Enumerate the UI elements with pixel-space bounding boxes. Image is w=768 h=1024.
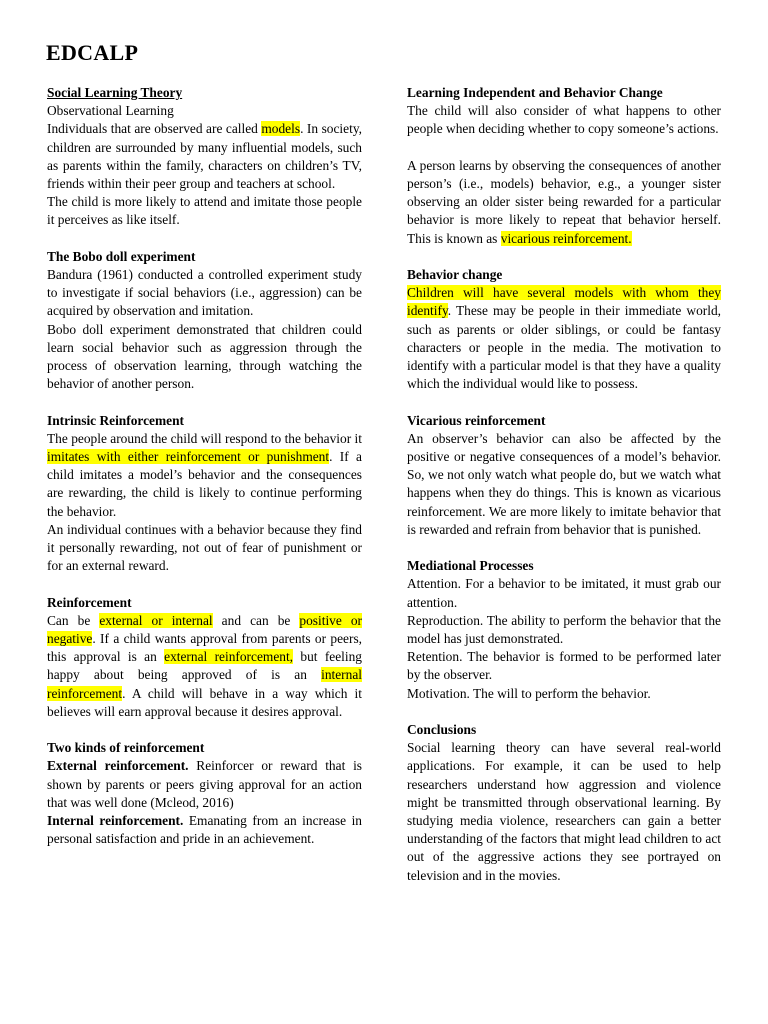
left-column [47,84,362,867]
text-run: . If a child imitates a model’s behavior and the consequences are rewarding, the child is likely to continue performing the behavior. [47,449,362,519]
highlighted-text: imitates with either reinforcement or punishment [47,449,330,465]
highlighted-text: vicarious reinforcement. [500,230,632,246]
paragraph [47,120,362,193]
section-heading: Behavior change [407,267,503,282]
text-run: Reinforcer or reward that is shown by parents or peers giving approval for an action that was well done (Mcleod, 2016) [47,758,363,810]
highlighted-text: positive or negative [47,612,363,647]
process-attention: Attention. For a behavior to be imitated, it must grab our attention. [407,576,721,610]
paragraph: An individual continues with a behavior because they find it personally rewarding, not out of fear of punishment or for an external reward. [47,521,362,574]
paragraph: The child is more likely to attend and imitate those people it perceives as like itself. [47,194,362,228]
section-mediational-processes [407,557,721,703]
right-column [407,84,721,903]
section-behavior-change [407,266,721,393]
paragraph [407,284,721,393]
text-run: Emanating from an increase in personal satisfaction and pride in an achievement. [47,813,362,847]
paragraph [47,812,362,848]
highlighted-text: external or internal [99,612,213,628]
document-title: EDCALP [46,40,139,65]
text-run: The people around the child will respond to the behavior it [47,430,362,446]
section-heading: Mediational Processes [407,558,534,574]
section-vicarious-reinforcement [407,412,721,539]
section-bobo-doll [47,248,362,394]
section-intrinsic-reinforcement [47,412,362,576]
section-heading: The Bobo doll experiment [47,248,196,264]
section-reinforcement [47,594,362,721]
section-heading: Reinforcement [47,594,132,610]
section-two-kinds [47,739,362,848]
text-run: Can be [47,612,100,628]
paragraph: Bandura (1961) conducted a controlled experiment study to investigate if social behaviors (i.e., aggression) can be acquired by observation and imitation. [47,267,362,319]
section-heading: Intrinsic Reinforcement [47,412,184,428]
process-motivation: Motivation. The will to perform the behavior. [407,685,651,701]
paragraph: Social learning theory can have several real-world applications. For example, it can be used to help researchers understand how aggression and violence might be transmitted through observational learning. By studying media violence, researchers can gain a better understanding of the factors that might lead children to act out of the aggressive actions they see portrayed on television and in the movies. [407,740,721,883]
section-conclusions [407,721,721,885]
paragraph: Bobo doll experiment demonstrated that children could learn social behavior such as aggression through the process of observation learning, through watching the behavior of another person. [47,321,362,392]
section-social-learning-theory [47,84,362,230]
paragraph [47,430,362,521]
text-run: but feeling happy about being approved of is an [47,649,362,683]
section-heading: Two kinds of reinforcement [47,740,205,756]
text-run: Individuals that are observed are called [47,121,262,137]
paragraph: An observer’s behavior can also be affected by the positive or negative consequences of a model’s behavior. So, we not only watch what people do, but we watch what happens when they do things. This is known as vicarious reinforcement. We are more likely to imitate behavior that is rewarded and refrain from behavior that is punished. [407,430,721,537]
text-run: . A child will behave in a way which it believes will earn approval because it desires approval. [47,685,362,719]
paragraph: The child will also consider of what happens to other people when deciding whether to copy someone’s actions. [407,103,721,137]
paragraph-gap [407,139,721,157]
process-reproduction: Reproduction. The ability to perform the behavior that the model has just demonstrated. [407,612,721,647]
paragraph [407,157,721,248]
text-run: . In society, children are surrounded by many influential models, such as parents within the family, characters on children’s TV, friends within their peer group and teachers at school. [47,121,362,192]
term-label: Internal reinforcement. [47,813,184,829]
section-heading: Conclusions [407,722,477,738]
text-run: and can be [212,612,300,628]
section-heading: Learning Independent and Behavior Change [407,85,663,100]
text-run: . These may be people in their immediate world, such as parents or older siblings, or could be fantasy characters or people in the media. The motivation to identify with a particular model is that they have a quality which the individual would like to possess. [407,303,721,392]
highlighted-text: internal reinforcement [47,667,362,701]
section-learning-independent [407,84,721,248]
process-retention: Retention. The behavior is formed to be performed later by the observer. [407,649,721,683]
term-label: External reinforcement. [47,758,189,774]
highlighted-text: external reinforcement, [164,649,294,665]
paragraph [47,757,362,812]
text-run: A person learns by observing the consequences of another person’s (i.e., models) behavior, e.g., a younger sister observing an older sister being rewarded for a particular behavior is more likely to repeat that behavior herself. This is known as [407,157,721,246]
highlighted-text: models [261,121,301,137]
section-heading: Social Learning Theory [47,85,183,100]
paragraph [47,612,362,721]
text-run: . If a child wants approval from parents or peers, this approval is an [47,631,362,665]
highlighted-text: Children will have several models with whom they identify [407,285,721,319]
section-subheading: Observational Learning [47,103,174,119]
section-heading: Vicarious reinforcement [407,412,546,428]
